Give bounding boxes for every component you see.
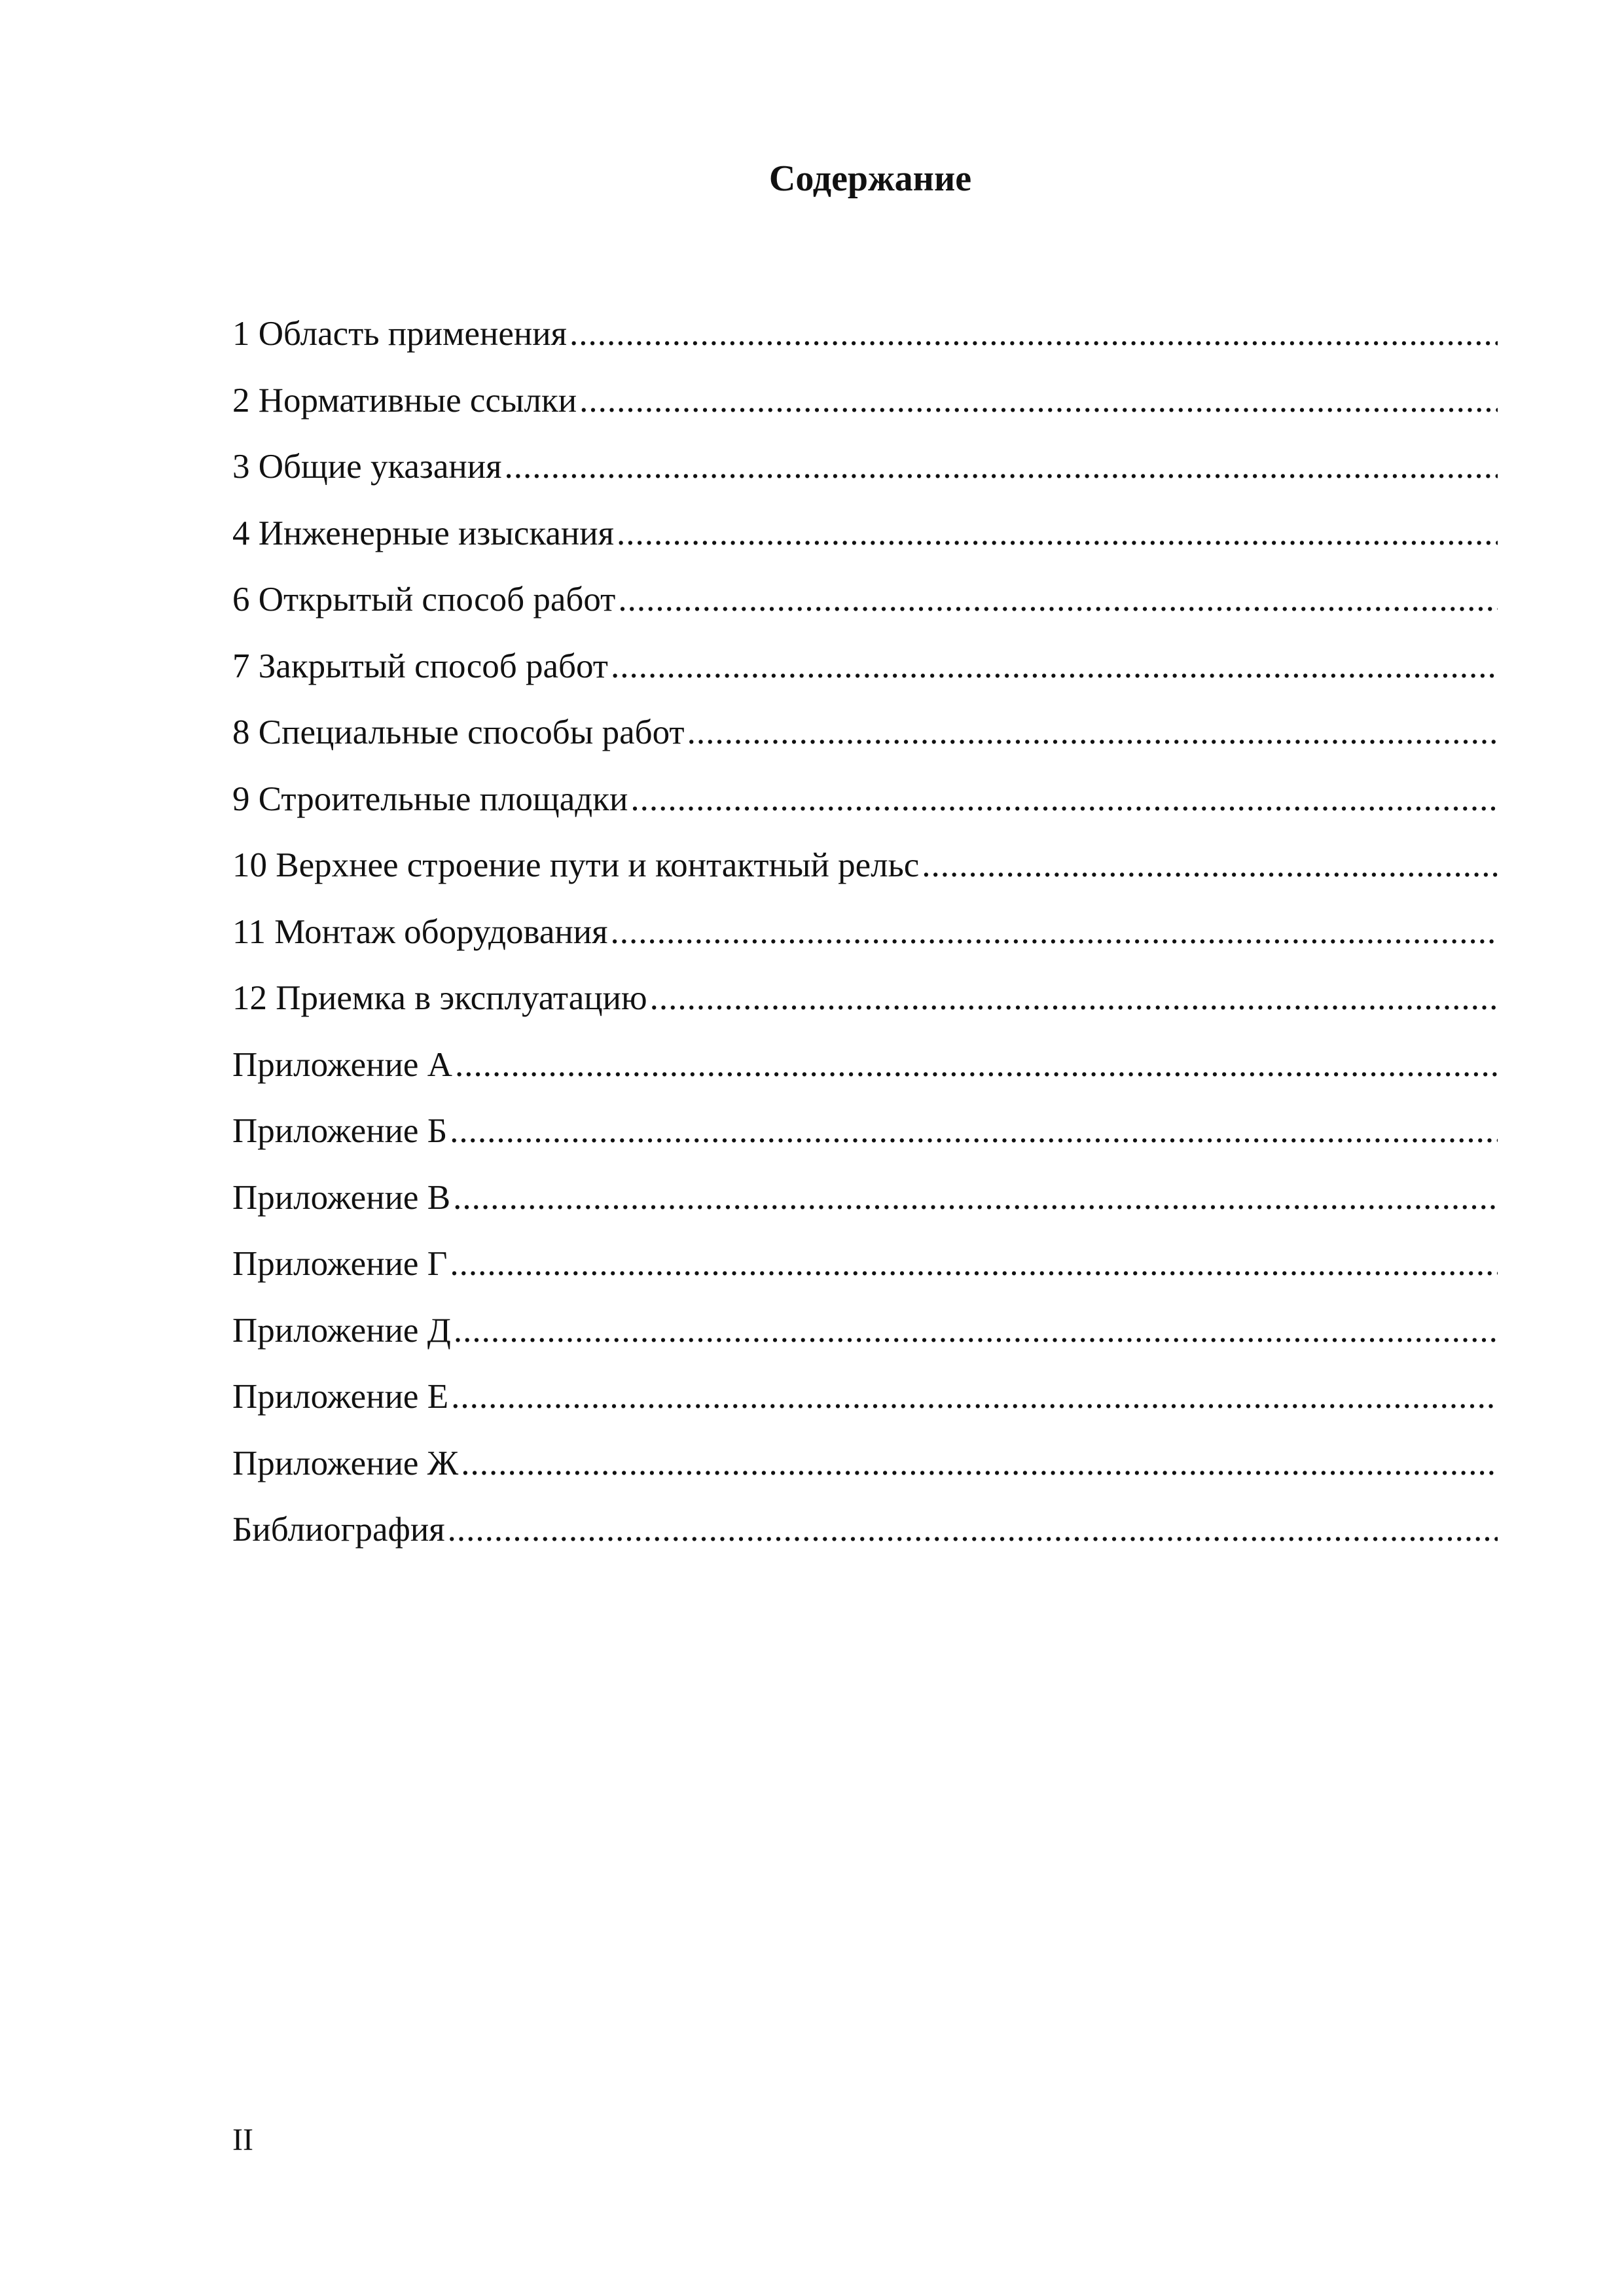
toc-entry[interactable]: [232, 773, 1498, 840]
toc-entry-label: 3 Общие указания: [232, 448, 502, 486]
toc-entry[interactable]: [232, 706, 1498, 773]
toc-entry-label: Приложение Е: [232, 1378, 449, 1416]
page-title: Содержание: [768, 158, 972, 199]
table-of-contents: [232, 308, 1498, 1570]
toc-dot-leader: [450, 1238, 1498, 1290]
toc-entry[interactable]: [232, 374, 1498, 441]
toc-entry-label: 4 Инженерные изыскания: [232, 514, 614, 552]
toc-entry-label: 7 Закрытый способ работ: [232, 647, 608, 685]
toc-dot-leader: [630, 773, 1498, 825]
toc-dot-leader: [922, 839, 1498, 891]
toc-entry-label: 9 Строительные площадки: [232, 780, 628, 818]
toc-entry-label: 11 Монтаж оборудования: [232, 912, 608, 951]
toc-entry-label: 6 Открытый способ работ: [232, 581, 616, 619]
toc-entry-label: 1 Область применения: [232, 315, 568, 353]
toc-dot-leader: [453, 1172, 1498, 1224]
toc-dot-leader: [617, 507, 1498, 560]
toc-dot-leader: [454, 1304, 1498, 1357]
toc-entry-label: Приложение Б: [232, 1112, 448, 1150]
toc-entry[interactable]: [232, 1371, 1498, 1437]
toc-dot-leader: [618, 573, 1498, 626]
toc-entry[interactable]: [232, 440, 1498, 507]
toc-entry[interactable]: [232, 308, 1498, 374]
toc-entry-label: Приложение Г: [232, 1245, 448, 1283]
toc-entry[interactable]: [232, 906, 1498, 973]
toc-dot-leader: [504, 440, 1498, 493]
toc-dot-leader: [450, 1105, 1498, 1157]
toc-entry[interactable]: [232, 1437, 1498, 1504]
toc-entry-label: 8 Специальные способы работ: [232, 713, 685, 751]
toc-entry[interactable]: [232, 1304, 1498, 1371]
toc-dot-leader: [611, 906, 1498, 958]
toc-dot-leader: [687, 706, 1498, 759]
toc-entry[interactable]: [232, 972, 1498, 1039]
toc-dot-leader: [569, 308, 1498, 360]
toc-entry[interactable]: [232, 507, 1498, 574]
toc-dot-leader: [448, 1503, 1498, 1556]
toc-entry[interactable]: [232, 839, 1498, 906]
toc-dot-leader: [611, 640, 1498, 692]
toc-entry-label: Приложение В: [232, 1178, 451, 1217]
toc-dot-leader: [461, 1437, 1498, 1490]
toc-dot-leader: [579, 374, 1498, 427]
toc-entry[interactable]: [232, 1503, 1498, 1570]
toc-dot-leader: [451, 1371, 1498, 1423]
toc-dot-leader: [650, 972, 1498, 1024]
toc-entry-label: 2 Нормативные ссылки: [232, 381, 577, 420]
toc-dot-leader: [455, 1039, 1498, 1091]
toc-entry-label: Библиография: [232, 1511, 445, 1549]
toc-entry-label: Приложение Ж: [232, 1444, 459, 1482]
page-number: II: [232, 2123, 253, 2157]
toc-entry-label: Приложение А: [232, 1045, 452, 1084]
toc-entry[interactable]: [232, 573, 1498, 640]
toc-entry-label: Приложение Д: [232, 1311, 451, 1350]
toc-entry[interactable]: [232, 1238, 1498, 1304]
toc-entry[interactable]: [232, 1039, 1498, 1105]
toc-entry[interactable]: [232, 1105, 1498, 1172]
toc-entry[interactable]: [232, 1172, 1498, 1238]
toc-entry[interactable]: [232, 640, 1498, 707]
toc-entry-label: 12 Приемка в эксплуатацию: [232, 979, 647, 1017]
toc-entry-label: 10 Верхнее строение пути и контактный рельс: [232, 846, 920, 884]
